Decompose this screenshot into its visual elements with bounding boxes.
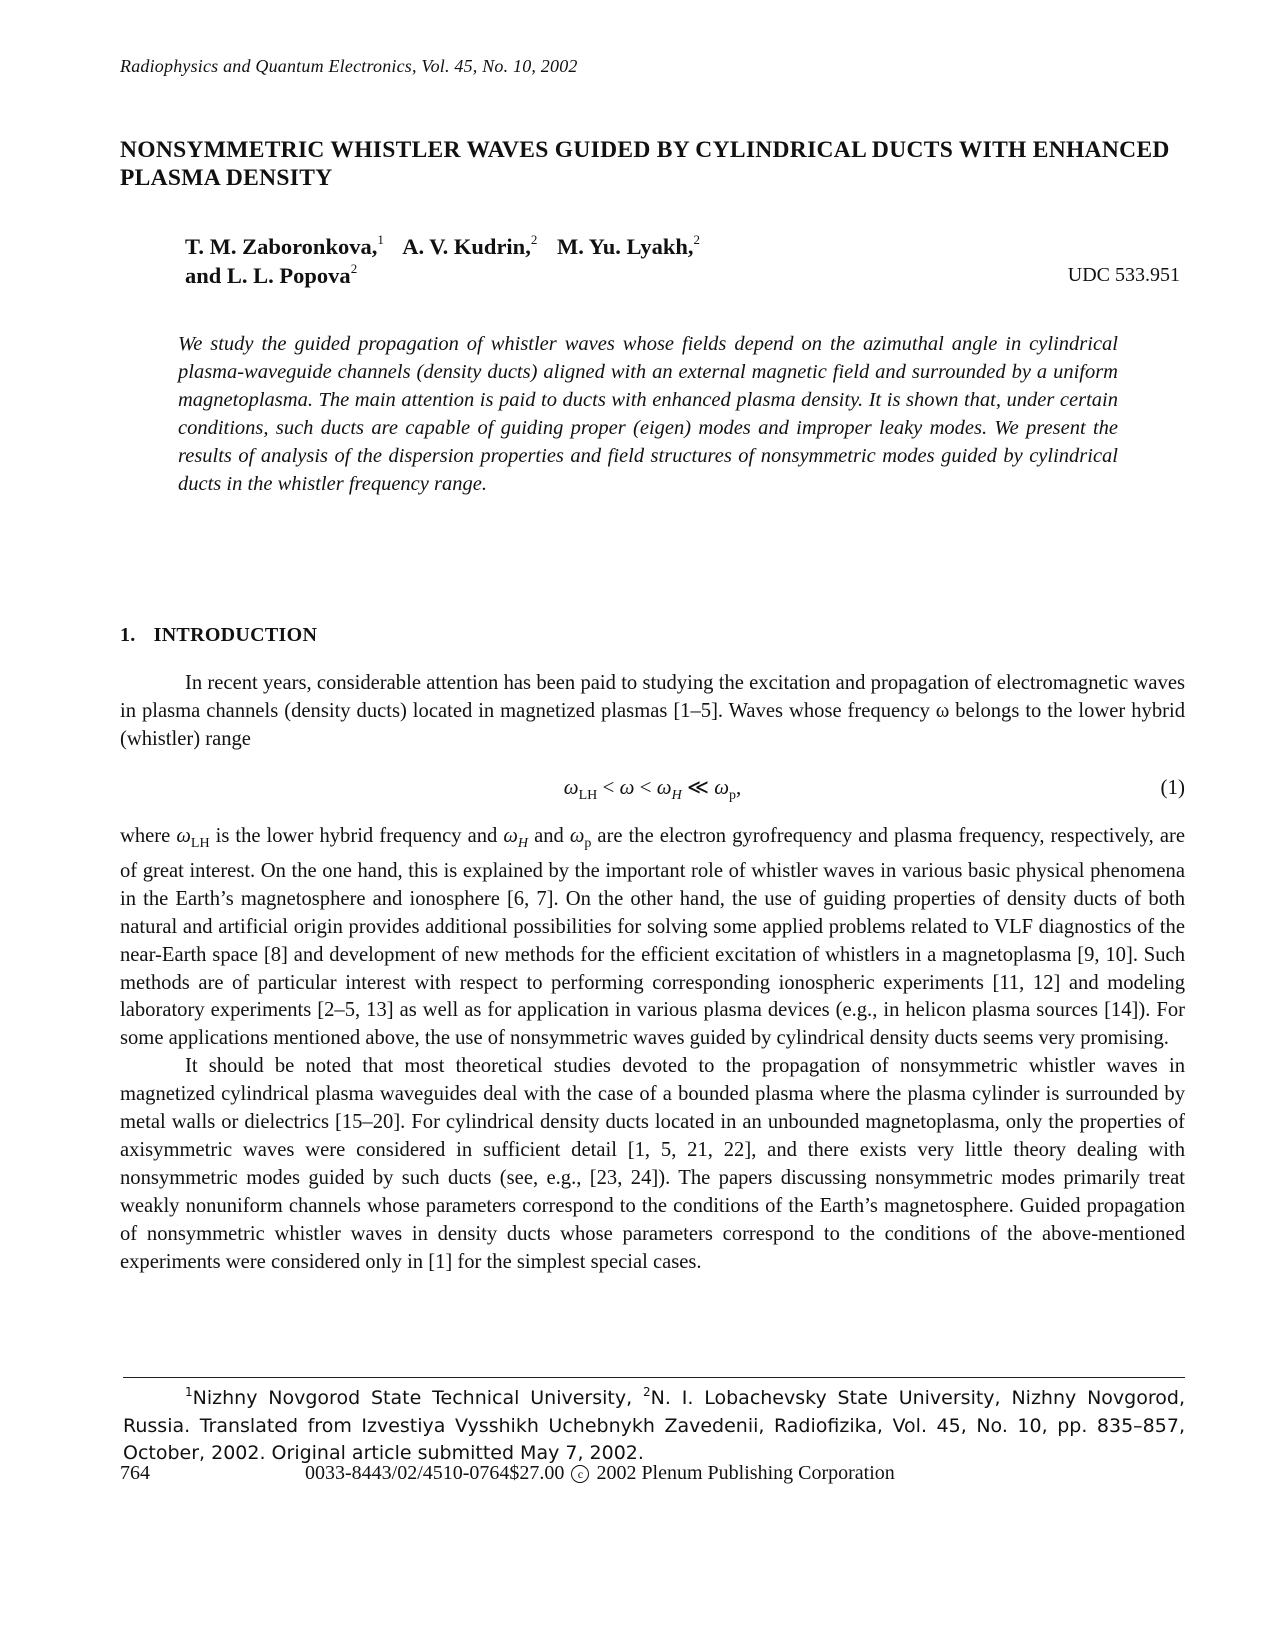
author-1 xyxy=(185,234,384,259)
affiliation-mark: 2 xyxy=(530,232,538,247)
paragraph-text: where $\omega_{LH}$ is the lower hybrid frequency and $\omega_H$ and $\omega_p$ are the electron gyrofrequency and plasma frequency, respectively, are of great interest. On the one hand, this is explained by the important role of whistler waves in various basic physical phenomena in the Earth’s magnetosphere and ionosphere [6, 7]. On the other hand, the use of guiding properties of density ducts of both natural and artificial origin provides additional possibilities for solving some applied problems related to VLF diagnostics of the near-Earth space [8] and development of new methods for the efficient excitation of whistlers in a magnetoplasma [9, 10]. Such methods are of particular interest with respect to performing corresponding ionospheric experiments [11, 12] and modeling laboratory experiments [2–5, 13] as well as for application in various plasma devices (e.g., in helicon plasma sources [14]). For some applications mentioned above, the use of nonsymmetric waves guided by cylindrical density ducts seems very promising. xyxy=(120,825,1185,1050)
paragraph-text: It should be noted that most theoretical studies devoted to the propagation of nonsymmetric whistler waves in magnetized cylindrical plasma waveguides deal with the case of a bounded plasma where the plasma cylinder is surrounded by metal walls or dielectrics [15–20]. For cylindrical density ducts located in an unbounded magnetoplasma, only the properties of axisymmetric waves were considered in sufficient detail [1, 5, 21, 22], and there exists very little theory dealing with nonsymmetric modes guided by such ducts (see, e.g., [23, 24]). The papers discussing nonsymmetric modes primarily treat weakly nonuniform channels whose parameters correspond to the conditions of the Earth’s magnetosphere. Guided propagation of nonsymmetric whistler waves in density ducts whose parameters correspond to the conditions of the above-mentioned experiments were considered only in [1] for the simplest special cases. xyxy=(120,1055,1185,1273)
author-2 xyxy=(402,234,537,259)
page-number: 764 xyxy=(120,1462,150,1484)
udc-code: UDC 533.951 xyxy=(1067,264,1180,286)
author-name: and L. L. Popova xyxy=(185,263,351,288)
author-name: A. V. Kudrin, xyxy=(402,234,531,259)
section-title: INTRODUCTION xyxy=(153,624,318,646)
equation-body: $\omega_{LH} < \omega < \omega_H$ ≪ $\omega_p$, xyxy=(563,775,742,803)
affiliation-mark: 1 xyxy=(377,232,384,247)
author-3 xyxy=(557,234,700,259)
author-line-2 xyxy=(185,261,714,290)
journal-header: Radiophysics and Quantum Electronics, Vol. 45, No. 10, 2002 xyxy=(120,56,578,76)
footnote-rule xyxy=(123,1377,1185,1378)
author-line-1 xyxy=(185,232,714,261)
author-4 xyxy=(185,263,357,288)
abstract: We study the guided propagation of whistler waves whose fields depend on the azimuthal angle in cylindrical plasma-waveguide channels (density ducts) aligned with an external magnetic field and surrounded by a uniform magnetoplasma. The main attention is paid to ducts with enhanced plasma density. It is shown that, under certain conditions, such ducts are capable of guiding proper (eigen) modes and improper leaky modes. We present the results of analysis of the dispersion properties and field structures of nonsymmetric modes guided by cylindrical ducts in the whistler frequency range. xyxy=(178,333,1118,495)
equation-1 xyxy=(120,775,1185,805)
author-name: M. Yu. Lyakh, xyxy=(556,234,694,259)
body-paragraph-2 xyxy=(120,823,1185,1277)
affiliation-mark: 2 xyxy=(350,261,358,276)
author-list xyxy=(185,232,714,290)
author-name: T. M. Zaboronkova, xyxy=(185,234,378,259)
section-heading xyxy=(120,624,317,647)
paper-title: NONSYMMETRIC WHISTLER WAVES GUIDED BY CYLINDRICAL DUCTS WITH ENHANCED PLASMA DENSITY xyxy=(120,137,1170,191)
section-number: 1. xyxy=(120,624,136,646)
paragraph-text: In recent years, considerable attention has been paid to studying the excitation and propagation of electromagnetic waves in plasma channels (density ducts) located in magnetized plasmas [1–5]. Waves whose frequency ω belongs to the lower hybrid (whistler) range xyxy=(120,672,1185,750)
footnote: $^1$Nizhny Novgorod State Technical University, $^2$N. I. Lobachevsky State University, Nizhny Novgorod, Russia. Translated from Izvestiya Vysshikh Uchebnykh Zavedenii, Radiofizika, Vol. 45, No. 10, pp. 835–857, October, 2002. Original article submitted May 7, 2002. xyxy=(123,1385,1185,1464)
affiliation-mark: 2 xyxy=(693,232,700,247)
copyright-icon: c xyxy=(571,1465,589,1483)
copyright-line: 0033-8443/02/4510-0764$27.00 c 2002 Plenum Publishing Corporation xyxy=(305,1462,895,1484)
equation-number: (1) xyxy=(1160,775,1185,799)
body-paragraph-1 xyxy=(120,670,1185,754)
